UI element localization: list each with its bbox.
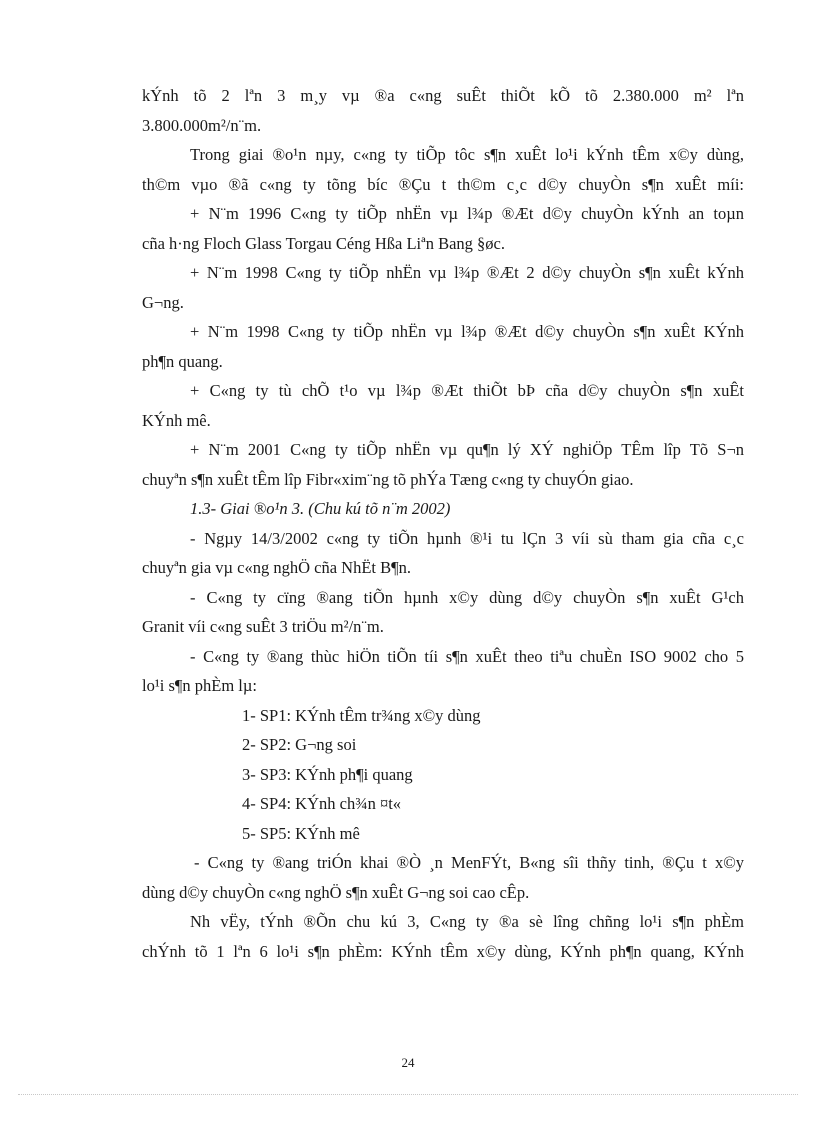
text-line: chuyªn s¶n xuÊt tÊm lîp Fibr«xim¨ng tõ phÝa Tæng c«ng ty chuyÓn giao. (142, 469, 634, 489)
list-item: 5- SP5: KÝnh mê (242, 823, 360, 843)
text-line: + C«ng ty tù chÕ t¹o vµ l¾p ®Æt thiÕt bÞ cña d©y chuyÒn s¶n xuÊt (190, 381, 744, 400)
text-line: Granit víi c«ng suÊt 3 triÖu m²/n¨m. (142, 617, 384, 636)
text-line: + N¨m 2001 C«ng ty tiÕp nhËn vµ qu¶n lý XÝ nghiÖp TÊm lîp Tõ S¬n (190, 440, 744, 459)
text-line: + N¨m 1998 C«ng ty tiÕp nhËn vµ l¾p ®Æt 2 d©y chuyÒn s¶n xuÊt kÝnh (190, 263, 744, 282)
text-line: dùng d©y chuyÒn c«ng nghÖ s¶n xuÊt G¬ng soi cao cÊp. (142, 882, 530, 902)
list-item: 3- SP3: KÝnh ph¶i quang (242, 764, 413, 784)
text-line: ph¶n quang. (142, 351, 223, 371)
text-line: - C«ng ty cïng ®ang tiÕn hµnh x©y dùng d©y chuyÒn s¶n xuÊt G¹ch (190, 587, 744, 607)
text-line: Trong giai ®o¹n nµy, c«ng ty tiÕp tôc s¶n xuÊt lo¹i kÝnh tÊm x©y dùng, (190, 145, 744, 164)
text-line: G¬ng. (142, 292, 184, 312)
text-line: KÝnh mê. (142, 410, 211, 430)
text-line: - C«ng ty ®ang triÓn khai ®Ò ¸n MenFÝt, B«ng sîi thñy tinh, ®Çu t x©y (194, 853, 744, 872)
text-line: chuyªn gia vµ c«ng nghÖ cña NhËt B¶n. (142, 558, 411, 577)
list-item: 1- SP1: KÝnh tÊm tr¾ng x©y dùng (242, 705, 481, 725)
text-line: + N¨m 1998 C«ng ty tiÕp nhËn vµ l¾p ®Æt d©y chuyÒn s¶n xuÊt KÝnh (190, 322, 744, 341)
text-line: lo¹i s¶n phÈm lµ: (142, 676, 257, 695)
text-line: + N¨m 1996 C«ng ty tiÕp nhËn vµ l¾p ®Æt d©y chuyÒn kÝnh an toµn (190, 204, 744, 223)
text-line: kÝnh tõ 2 lªn 3 m¸y vµ ®a c«ng suÊt thiÕt kÕ tõ 2.380.000 m² lªn (142, 86, 744, 105)
page-number: 24 (401, 1055, 415, 1070)
list-item: 4- SP4: KÝnh ch¾n ¤t« (242, 794, 402, 813)
page-bottom-divider (18, 1094, 798, 1095)
text-line: Nh vËy, tÝnh ®Õn chu kú 3, C«ng ty ®a sè lîng chñng lo¹i s¶n phÈm (190, 912, 744, 931)
text-line: 3.800.000m²/n¨m. (142, 115, 262, 135)
text-line: th©m vµo ®ã c«ng ty tõng bíc ®Çu t th©m c¸c d©y chuyÒn s¶n xuÊt míi: (142, 174, 744, 194)
section-heading: 1.3- Giai ®o¹n 3. (Chu kú tõ n¨m 2002) (190, 499, 451, 518)
text-line: - C«ng ty ®ang thùc hiÖn tiÕn tíi s¶n xuÊt theo tiªu chuÈn ISO 9002 cho 5 (190, 646, 744, 666)
text-line: - Ngµy 14/3/2002 c«ng ty tiÕn hµnh ®¹i tu lÇn 3 víi sù tham gia cña c¸c (190, 528, 744, 548)
text-line: chÝnh tõ 1 lªn 6 lo¹i s¶n phÈm: KÝnh tÊm x©y dùng, KÝnh ph¶n quang, KÝnh (142, 941, 744, 961)
list-item: 2- SP2: G¬ng soi (242, 735, 357, 754)
document-body (142, 81, 744, 966)
text-line: cña h·ng Floch Glass Torgau Céng Hßa Liªn Bang §øc. (142, 233, 505, 253)
